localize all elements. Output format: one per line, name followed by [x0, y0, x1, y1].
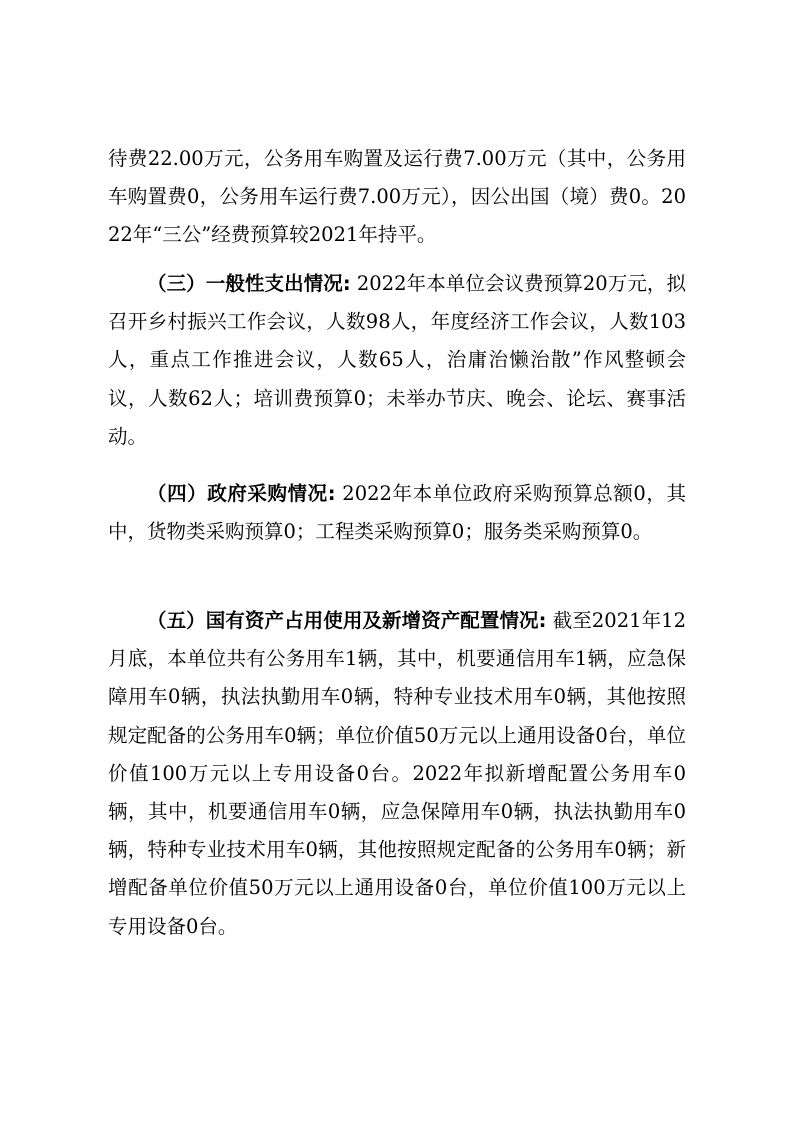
section-heading-3: （三）一般性支出情况:: [147, 272, 351, 295]
paragraph-general-expenditure: [108, 265, 686, 456]
paragraph-text: 截至2021年12月底，本单位共有公务用车1辆，其中，机要通信用车1辆，应急保障用车0辆，执法执勤用车0辆，特种专业技术用车0辆，其他按照规定配备的公务用车0辆；单位价值50万元以上通用设备0台，单位价值100万元以上专用设备0台。2022年拟新增配置公务用车0辆，其中，机要通信用车0辆，应急保障用车0辆，执法执勤用车0辆，特种专业技术用车0辆，其他按照规定配备的公务用车0辆；新增配备单位价值50万元以上通用设备0台，单位价值100万元以上专用设备0台。: [108, 609, 686, 938]
paragraph-state-assets: [108, 602, 686, 946]
paragraph-sangong-continued: [108, 140, 686, 255]
paragraph-text: 待费22.00万元，公务用车购置及运行费7.00万元（其中，公务用车购置费0，公务用车运行费7.00万元），因公出国（境）费0。2022年“三公”经费预算较2021年持平。: [108, 147, 686, 247]
section-heading-4: （四）政府采购情况:: [147, 482, 336, 505]
paragraph-text: 2022年本单位会议费预算20万元，拟召开乡村振兴工作会议，人数98人，年度经济工作会议，人数103人，重点工作推进会议，人数65人，治庸治懒治散”作风整顿会议，人数62人；培训费预算0；未举办节庆、晚会、论坛、赛事活动。: [108, 272, 686, 448]
paragraph-government-procurement: [108, 475, 686, 551]
paragraph-text: 2022年本单位政府采购预算总额0，其中，货物类采购预算0；工程类采购预算0；服务类采购预算0。: [108, 482, 686, 544]
section-heading-5: （五）国有资产占用使用及新增资产配置情况:: [147, 609, 547, 632]
